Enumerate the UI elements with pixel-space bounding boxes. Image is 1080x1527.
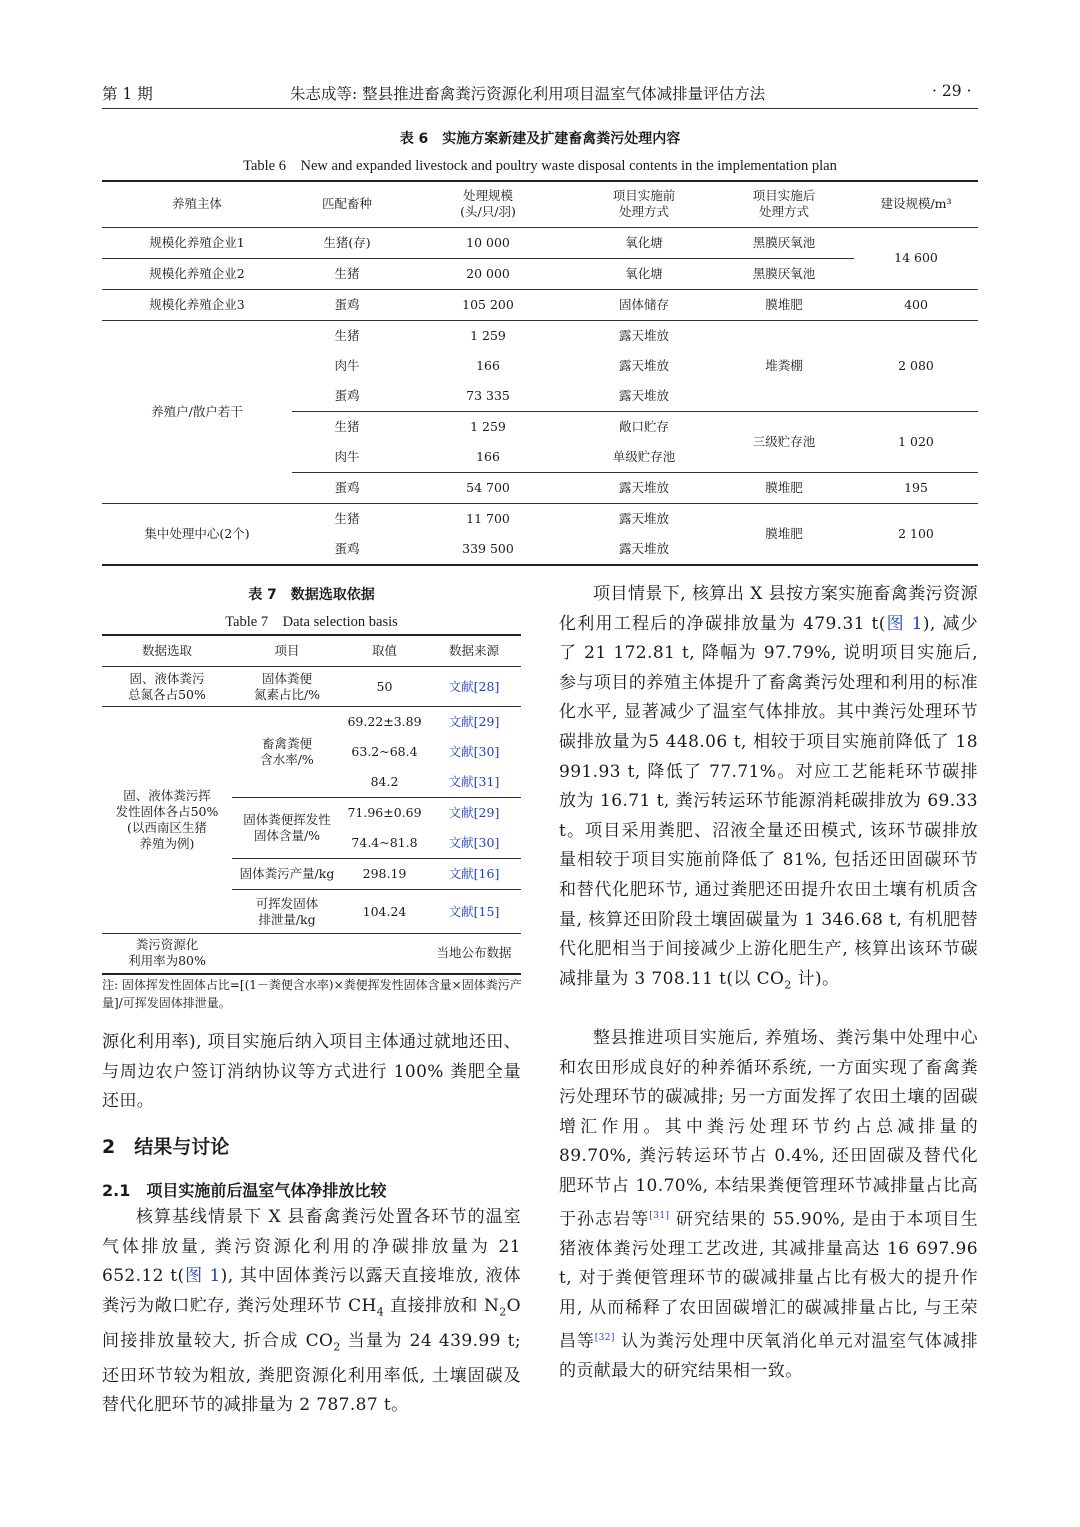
citation-link[interactable]: [31] <box>649 1210 670 1221</box>
table-cell: 露天堆放 <box>618 327 669 343</box>
header-rule <box>102 108 978 109</box>
table-cell: 339 500 <box>462 540 514 556</box>
section-heading: 2 结果与讨论 <box>102 1136 230 1158</box>
table6 <box>102 180 978 566</box>
table7-header: 数据来源 <box>448 643 499 658</box>
figure-link[interactable]: 图 1 <box>184 1266 221 1287</box>
table-cell: 生猪 <box>334 510 360 526</box>
table-cell: 当地公布数据 <box>436 945 512 961</box>
table-cell-citation[interactable]: 文献[15] <box>448 903 500 919</box>
page-number: · 29 · <box>932 82 972 100</box>
table-cell: 2 100 <box>854 503 978 565</box>
table-cell: 固体粪污产量/kg <box>239 866 335 881</box>
citation-link[interactable]: [32] <box>594 1332 615 1343</box>
running-title: 朱志成等: 整县推进畜禽粪污资源化利用项目温室气体减排量评估方法 <box>290 85 766 103</box>
table-cell: 畜禽粪便 含水率/% <box>232 707 342 798</box>
table-cell: 露天堆放 <box>618 357 669 373</box>
table-cell: 固、液体粪污挥 发性固体各占50% (以西南区生猪 养殖为例) <box>102 707 232 934</box>
table-cell-citation[interactable]: 文献[30] <box>448 835 500 850</box>
figure-link[interactable]: 图 1 <box>885 613 923 634</box>
table-cell: 固体储存 <box>618 296 669 312</box>
table-cell: 71.96±0.69 <box>347 805 422 820</box>
table-cell: 氧化塘 <box>625 234 663 250</box>
table-cell: 固体粪便 氮素占比/% <box>253 670 321 702</box>
table-cell: 养殖户/散户若干 <box>102 320 292 503</box>
table-cell: 50 <box>376 678 393 694</box>
table-cell-citation[interactable]: 文献[30] <box>448 744 500 759</box>
table-cell: 298.19 <box>362 866 407 881</box>
table-cell: 20 000 <box>466 265 510 281</box>
table-cell: 400 <box>904 296 928 312</box>
table-cell: 露天堆放 <box>618 387 669 403</box>
table-cell: 166 <box>476 357 500 373</box>
table-cell-citation[interactable]: 文献[28] <box>448 678 500 694</box>
table-cell: 肉牛 <box>334 357 360 373</box>
table-cell: 生猪 <box>334 327 360 343</box>
table7 <box>102 634 521 975</box>
table-cell: 1 020 <box>854 411 978 472</box>
table-cell: 54 700 <box>466 479 510 495</box>
table-cell: 集中处理中心(2个) <box>102 503 292 565</box>
table-cell: 2 080 <box>854 320 978 411</box>
table-cell: 膜堆肥 <box>765 296 803 312</box>
table-cell: 堆粪棚 <box>714 320 854 411</box>
paragraph: 整县推进项目实施后, 养殖场、粪污集中处理中心和农田形成良好的种养循环系统, 一方面实现了畜禽粪污处理环节的碳减排; 另一方面发挥了农田土壤的固碳增汇作用。其中粪污处理环节约占总减排量的 89.70%, 粪污转运环节占 0.4%, 还田固碳及替代化肥环节占 10.70%, 本结果粪便管理环节减排量占比高于孙志岩等[31] 研究结果的 55.90%, 是由于本项目生猪液体粪污处理工艺改进, 其减排量高达 16 697.96 t, 对于粪便管理环节的碳减排量占比有极大的提升作用, 从而稀释了农田固碳增汇的碳减排量占比, 与王荣昌等[32] 认为粪污处理中厌氧消化单元对温室气体减排的贡献最大的研究结果相一致。 <box>559 1028 978 1381</box>
table-cell: 规模化养殖企业3 <box>149 296 245 312</box>
table-cell: 1 259 <box>470 418 506 434</box>
table-cell: 三级贮存池 <box>714 411 854 472</box>
table-cell: 规模化养殖企业1 <box>149 234 245 250</box>
table-cell: 蛋鸡 <box>334 479 360 495</box>
table-cell: 敞口贮存 <box>618 418 669 434</box>
subsection-heading: 2.1 项目实施前后温室气体净排放比较 <box>102 1181 387 1200</box>
table-cell-citation[interactable]: 文献[29] <box>448 714 500 729</box>
table-cell: 可挥发固体 排泄量/kg <box>255 895 319 927</box>
table-cell: 露天堆放 <box>618 479 669 495</box>
table6-header: 处理规模 (头/只/羽) <box>402 181 574 227</box>
table-cell: 195 <box>904 479 928 495</box>
table-cell-citation[interactable]: 文献[31] <box>448 774 500 789</box>
table-cell: 蛋鸡 <box>334 296 360 312</box>
table-cell: 69.22±3.89 <box>347 714 422 729</box>
table7-caption-cn: 表 7 数据选取依据 <box>248 587 375 603</box>
table-cell: 生猪 <box>334 265 360 281</box>
table-cell: 84.2 <box>370 774 399 789</box>
table-cell: 露天堆放 <box>618 540 669 556</box>
table-cell: 104.24 <box>362 903 407 919</box>
table6-header: 养殖主体 <box>102 181 292 227</box>
table-cell: 63.2~68.4 <box>351 744 418 759</box>
table-cell: 氧化塘 <box>625 265 663 281</box>
table-cell: 规模化养殖企业2 <box>149 265 245 281</box>
table-cell: 固、液体粪污 总氮各占50% <box>128 670 206 702</box>
table-cell: 肉牛 <box>334 448 360 464</box>
table-cell: 105 200 <box>462 296 514 312</box>
table-cell: 1 259 <box>470 327 506 343</box>
table-cell: 黑膜厌氧池 <box>752 234 816 250</box>
table-cell: 生猪(存) <box>323 234 371 250</box>
table-cell: 蛋鸡 <box>334 540 360 556</box>
table7-note: 注: 固体挥发性固体占比=[(1－粪便含水率)×粪便挥发性固体含量×固体粪污产量]/可挥发固体排泄量。 <box>102 978 522 1010</box>
table7-caption-en: Table 7 Data selection basis <box>225 614 398 630</box>
table-cell: 74.4~81.8 <box>351 835 418 850</box>
table-cell: 单级贮存池 <box>612 448 676 464</box>
table-cell: 166 <box>476 448 500 464</box>
table7-header: 项目 <box>274 643 300 658</box>
table-cell: 生猪 <box>334 418 360 434</box>
table6-header: 项目实施后 处理方式 <box>714 181 854 227</box>
table-cell: 10 000 <box>466 234 510 250</box>
table6-header: 匹配畜种 <box>292 181 402 227</box>
table-cell: 膜堆肥 <box>765 479 803 495</box>
table-cell: 14 600 <box>854 227 978 289</box>
issue-label: 第 1 期 <box>102 85 153 103</box>
table-cell-citation[interactable]: 文献[29] <box>448 805 500 820</box>
paragraph: 源化利用率), 项目实施后纳入项目主体通过就地还田、与周边农户签订消纳协议等方式进行 100% 粪肥全量还田。 <box>102 1032 521 1112</box>
table-cell: 膜堆肥 <box>714 503 854 565</box>
paragraph: 核算基线情景下 X 县畜禽粪污处置各环节的温室气体排放量, 粪污资源化利用的净碳排放量为 21 652.12 t(图 1), 其中固体粪污以露天直接堆放, 液体粪污为敞口贮存, 粪污处理环节 $CH_4$ 直接排放和 $N_2O$ 间接排放量较大, 折合成 $CO_2$ 当量为 24 439.99 t; 还田环节较为粗放, 粪肥资源化利用率低, 土壤固碳及替代化肥环节的减排量为 2 787.87 t。 <box>102 1207 522 1416</box>
table-cell: 11 700 <box>466 510 510 526</box>
table6-header: 项目实施前 处理方式 <box>574 181 714 227</box>
paragraph: 项目情景下, 核算出 X 县按方案实施畜禽粪污资源化利用工程后的净碳排放量为 479.31 t(图 1), 减少了 21 172.81 t, 降幅为 97.79%, 说明项目实施后, 参与项目的养殖主体提升了畜禽粪污处理和利用的标准化水平, 显著减少了温室气体排放。其中粪污处理环节碳排放量为5 448.06 t, 相较于项目实施前降低了 18 991.93 t, 降低了 77.71%。对应工艺能耗环节碳排放为 16.71 t, 粪污转运环节能源消耗碳排放为 69.33 t。项目采用粪肥、沼液全量还田模式, 该环节碳排放量相较于项目实施前降低了 81%, 包括还田固碳环节和替代化肥环节, 通过粪肥还田提升农田土壤有机质含量, 核算还田阶段土壤固碳量为 1 346.68 t, 有机肥替代化肥相当于间接减少上游化肥生产, 核算出该环节碳减排量为 3 708.11 t(以 $CO_2$ 计)。 <box>559 584 978 992</box>
table6-caption-cn: 表 6 实施方案新建及扩建畜禽粪污处理内容 <box>399 131 681 147</box>
table-cell: 蛋鸡 <box>334 387 360 403</box>
table-cell-citation[interactable]: 文献[16] <box>448 866 500 881</box>
table-cell: 黑膜厌氧池 <box>752 265 816 281</box>
table7-header: 数据选取 <box>141 643 192 658</box>
table6-header: 建设规模/m³ <box>854 181 978 227</box>
table-cell: 固体粪便挥发性 固体含量/% <box>232 798 342 859</box>
table7-header: 取值 <box>371 643 397 658</box>
table6-caption-en: Table 6 New and expanded livestock and poultry waste disposal contents in the implementation plan <box>243 158 837 174</box>
table-cell: 73 335 <box>466 387 510 403</box>
table-cell: 露天堆放 <box>618 510 669 526</box>
table-cell: 粪污资源化 利用率为80% <box>128 937 206 969</box>
